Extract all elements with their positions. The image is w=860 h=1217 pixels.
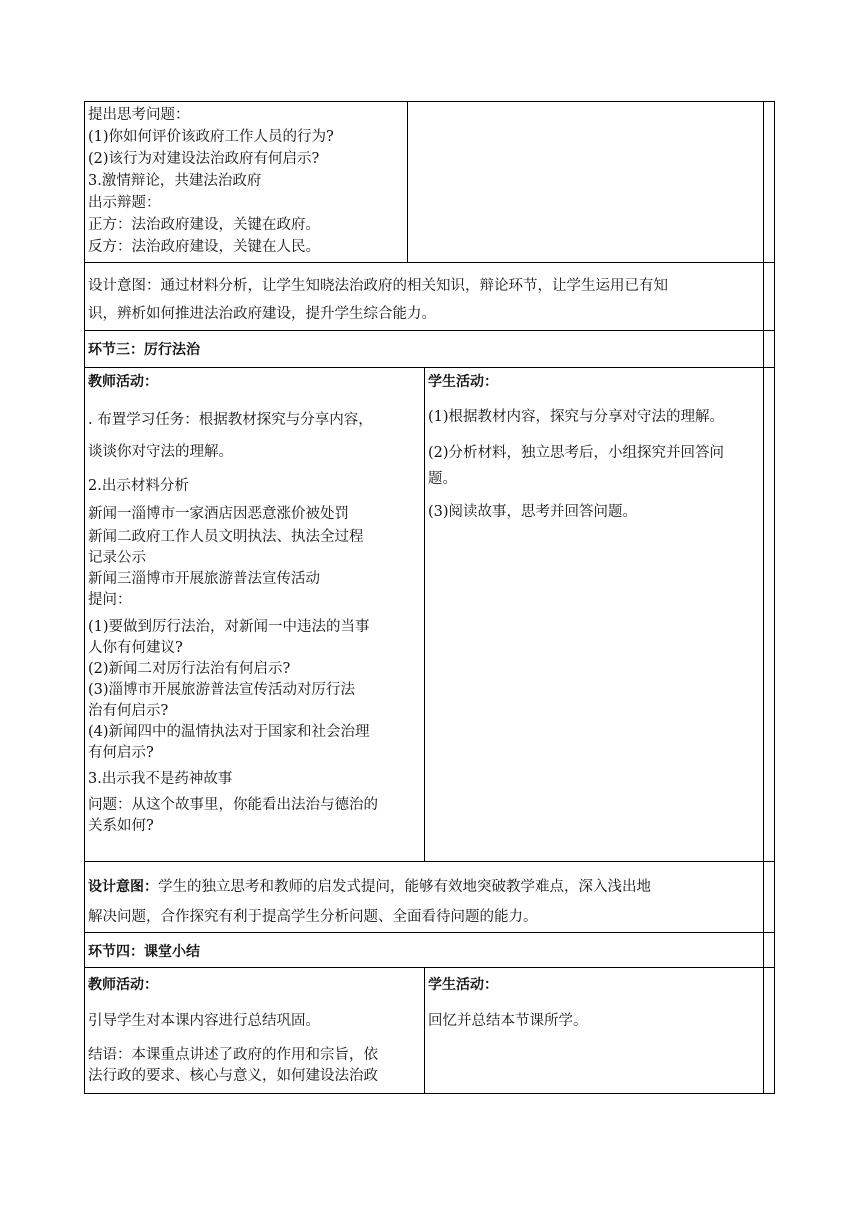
design-intent [88, 272, 760, 328]
text-line: (1)根据教材内容，探究与分享对守法的理解。 [428, 409, 725, 425]
column-header: 教师活动： [88, 977, 158, 993]
table-border [84, 967, 775, 968]
text-line: . 布置学习任务：根据教材探究与分享内容， [88, 412, 373, 428]
section-title: 环节三：厉行法治 [88, 342, 200, 358]
table-border [84, 1093, 775, 1094]
teacher-activities [88, 975, 422, 1087]
column-header: 学生活动： [428, 374, 498, 390]
table-border [84, 330, 775, 331]
design-intent [88, 872, 760, 932]
text-line: 识，辨析如何推进法治政府建设，提升学生综合能力。 [88, 306, 436, 322]
student-activities [428, 975, 762, 1043]
section-title: 环节四：课堂小结 [88, 944, 200, 960]
text-line: 结语：本课重点讲述了政府的作用和宗旨，依 [88, 1047, 378, 1063]
text-line: 新闻三淄博市开展旅游普法宣传活动 [88, 571, 320, 587]
text-line: 正方：法治政府建设，关键在政府。 [88, 217, 320, 233]
text-line: 新闻一淄博市一家酒店因恶意涨价被处罚 [88, 506, 349, 522]
teacher-activities [88, 372, 422, 837]
table-border [84, 367, 775, 368]
text-line: 问题：从这个故事里，你能看出法治与德治的 [88, 797, 378, 813]
table-border [84, 101, 775, 102]
design-intent-label: 设计意图： [88, 879, 158, 895]
text-line: (1)要做到厉行法治，对新闻一中违法的当事 [88, 619, 370, 635]
text-line: 设计意图：通过材料分析，让学生知晓法治政府的相关知识，辩论环节，让学生运用已有知 [88, 278, 668, 294]
text-line: 出示辩题： [88, 195, 161, 211]
text-line: 提问： [88, 592, 132, 608]
text-line: (3)阅读故事，思考并回答问题。 [428, 504, 638, 520]
text-line: 3.出示我不是药神故事 [88, 771, 233, 787]
text-line: 法行政的要求、核心与意义，如何建设法治政 [88, 1068, 378, 1084]
text-line: 3.激情辩论，共建法治政府 [88, 173, 262, 189]
column-divider [424, 967, 425, 1093]
table-border [84, 101, 85, 1094]
column-header: 教师活动： [88, 374, 158, 390]
text-line: (3)淄博市开展旅游普法宣传活动对厉行法 [88, 682, 356, 698]
table-border [774, 101, 775, 1094]
text-line: 引导学生对本课内容进行总结巩固。 [88, 1013, 320, 1029]
text-line: 人你有何建议? [88, 640, 183, 656]
table-border [763, 101, 764, 1094]
column-divider [407, 101, 408, 262]
discussion-questions [88, 104, 406, 258]
table-border [84, 861, 775, 862]
table-border [84, 932, 775, 933]
column-header: 学生活动： [428, 977, 498, 993]
column-divider [424, 367, 425, 861]
text-line: (1)你如何评价该政府工作人员的行为? [88, 129, 334, 145]
text-line: 反方：法治政府建设，关键在人民。 [88, 239, 320, 255]
text-line: 解决问题，合作探究有利于提高学生分析问题、全面看待问题的能力。 [88, 909, 538, 925]
text-line: 回忆并总结本节课所学。 [428, 1013, 588, 1029]
student-activities [428, 372, 762, 534]
text-line: 记录公示 [88, 550, 146, 566]
text-line: 提出思考问题： [88, 107, 190, 123]
text-line: (4)新闻四中的温情执法对于国家和社会治理 [88, 724, 370, 740]
text-line: 新闻二政府工作人员文明执法、执法全过程 [88, 529, 364, 545]
text-line: 治有何启示? [88, 703, 169, 719]
design-intent-text: 学生的独立思考和教师的启发式提问，能够有效地突破教学难点，深入浅出地 [158, 879, 651, 895]
text-line: (2)分析材料，独立思考后，小组探究并回答问 [428, 445, 725, 461]
text-line: 题。 [428, 471, 457, 487]
text-line: (2)新闻二对厉行法治有何启示? [88, 661, 291, 677]
table-border [84, 262, 775, 263]
text-line: (2)该行为对建设法治政府有何启示? [88, 151, 320, 167]
text-line: 2.出示材料分析 [88, 478, 189, 494]
text-line: 关系如何? [88, 818, 154, 834]
text-line: 谈谈你对守法的理解。 [88, 444, 233, 460]
text-line [88, 872, 760, 902]
text-line: 有何启示? [88, 745, 154, 761]
